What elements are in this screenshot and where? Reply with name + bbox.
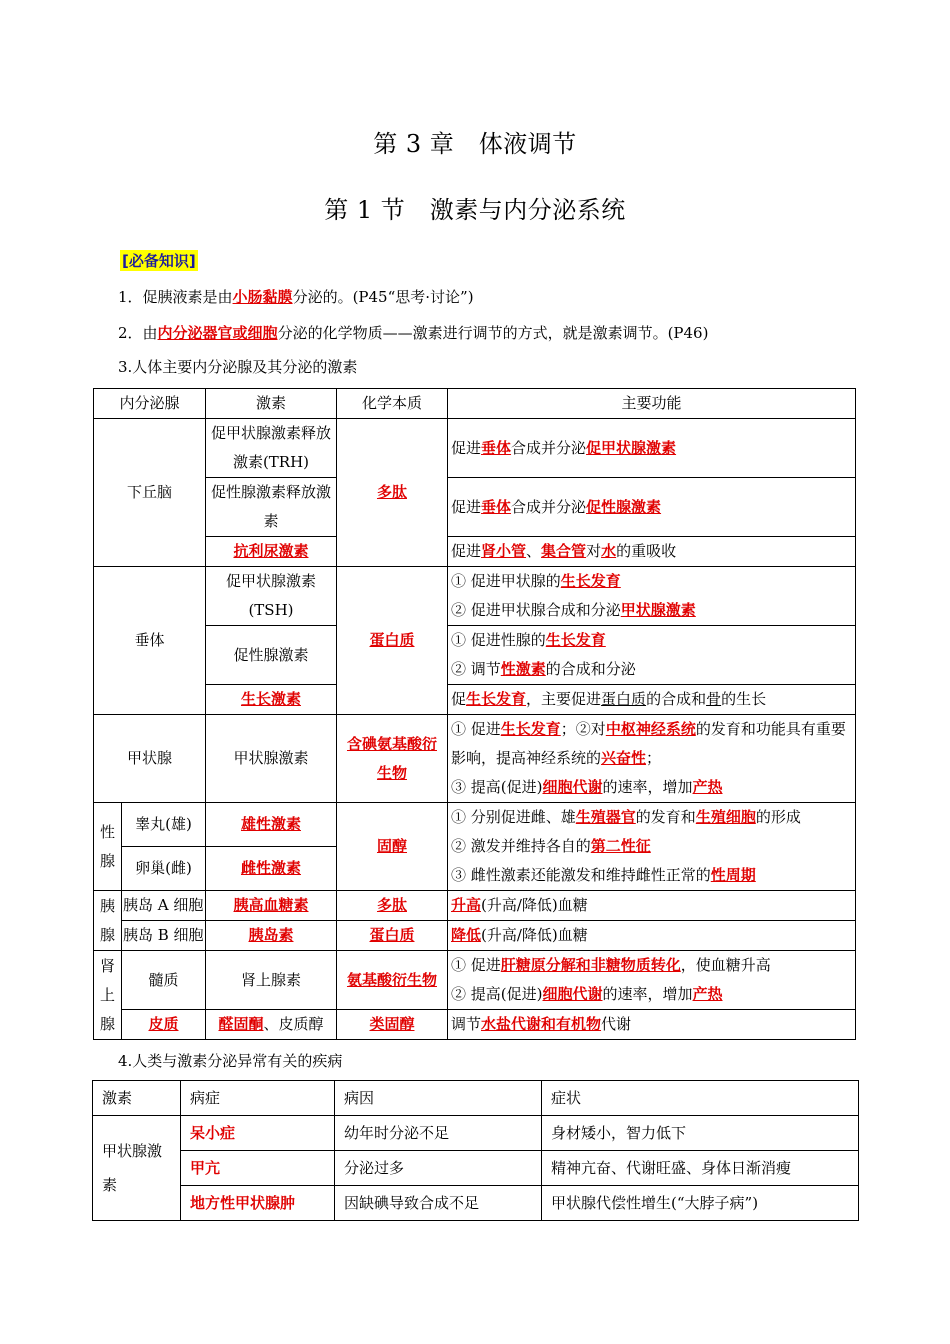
table-row: 胰岛 B 细胞 胰岛素 蛋白质 降低(升高/降低)血糖: [94, 921, 856, 951]
gland-hormone-table: [93, 388, 856, 1040]
section-title: 第 1 节 激素与内分泌系统: [324, 196, 626, 224]
point-3: 3.人体主要内分泌腺及其分泌的激素: [118, 358, 358, 376]
table-row: 抗利尿激素 促进肾小管、集合管对水的重吸收: [94, 537, 856, 567]
table-row: 促性腺激素释放激素 促进垂体合成并分泌促性腺激素: [94, 478, 856, 537]
table-header: 内分泌腺 激素 化学本质 主要功能: [94, 389, 856, 419]
table-row: 甲状腺 甲状腺激素 含碘氨基酸衍生物 ① 促进生长发育；②对中枢神经系统的发育和功能具有重要影响，提高神经系统的兴奋性； ③ 提高(促进)细胞代谢的速率，增加产热: [94, 715, 856, 803]
table-row: 地方性甲状腺肿 因缺碘导致合成不足 甲状腺代偿性增生(“大脖子病”): [93, 1186, 859, 1221]
table-row: 垂体 促甲状腺激素(TSH) 蛋白质 ① 促进甲状腺的生长发育 ② 促进甲状腺合成和分泌甲状腺激素: [94, 567, 856, 626]
table-row: 生长激素 促生长发育，主要促进蛋白质的合成和骨的生长: [94, 685, 856, 715]
table-row: 胰腺 胰岛 A 细胞 胰高血糖素 多肽 升高(升高/降低)血糖: [94, 891, 856, 921]
table-row: 促性腺激素 ① 促进性腺的生长发育 ② 调节性激素的合成和分泌: [94, 626, 856, 685]
table-row: 皮质 醛固酮、皮质醇 类固醇 调节水盐代谢和有机物代谢: [94, 1010, 856, 1040]
disease-table: [92, 1080, 859, 1221]
knowledge-tag: [必备知识]: [122, 252, 196, 270]
table-row: 肾上腺 髓质 肾上腺素 氨基酸衍生物 ① 促进肝糖原分解和非糖物质转化，使血糖升高 ② 提高(促进)细胞代谢的速率，增加产热: [94, 951, 856, 1010]
chapter-title: 第 3 章 体液调节: [373, 130, 577, 158]
table-row: 卵巢(雌) 雌性激素: [94, 847, 856, 891]
point-1: 1．促胰液素是由小肠黏膜分泌的。(P45“思考·讨论”): [118, 288, 474, 306]
table-row: 甲状腺激素 呆小症 幼年时分泌不足 身材矮小，智力低下: [93, 1116, 859, 1151]
point-2: 2．由内分泌器官或细胞分泌的化学物质——激素进行调节的方式，就是激素调节。(P46): [118, 324, 709, 342]
table-header: 激素 病症 病因 症状: [93, 1081, 859, 1116]
table-row: 下丘脑 促甲状腺激素释放激素(TRH) 多肽 促进垂体合成并分泌促甲状腺激素: [94, 419, 856, 478]
table-row: 性腺 睾丸(雄) 雄性激素 固醇 ① 分别促进雌、雄生殖器官的发育和生殖细胞的形成 ② 激发并维持各自的第二性征 ③ 雌性激素还能激发和维持雌性正常的性周期: [94, 803, 856, 847]
point-4: 4.人类与激素分泌异常有关的疾病: [118, 1052, 343, 1070]
table-row: 甲亢 分泌过多 精神亢奋、代谢旺盛、身体日渐消瘦: [93, 1151, 859, 1186]
